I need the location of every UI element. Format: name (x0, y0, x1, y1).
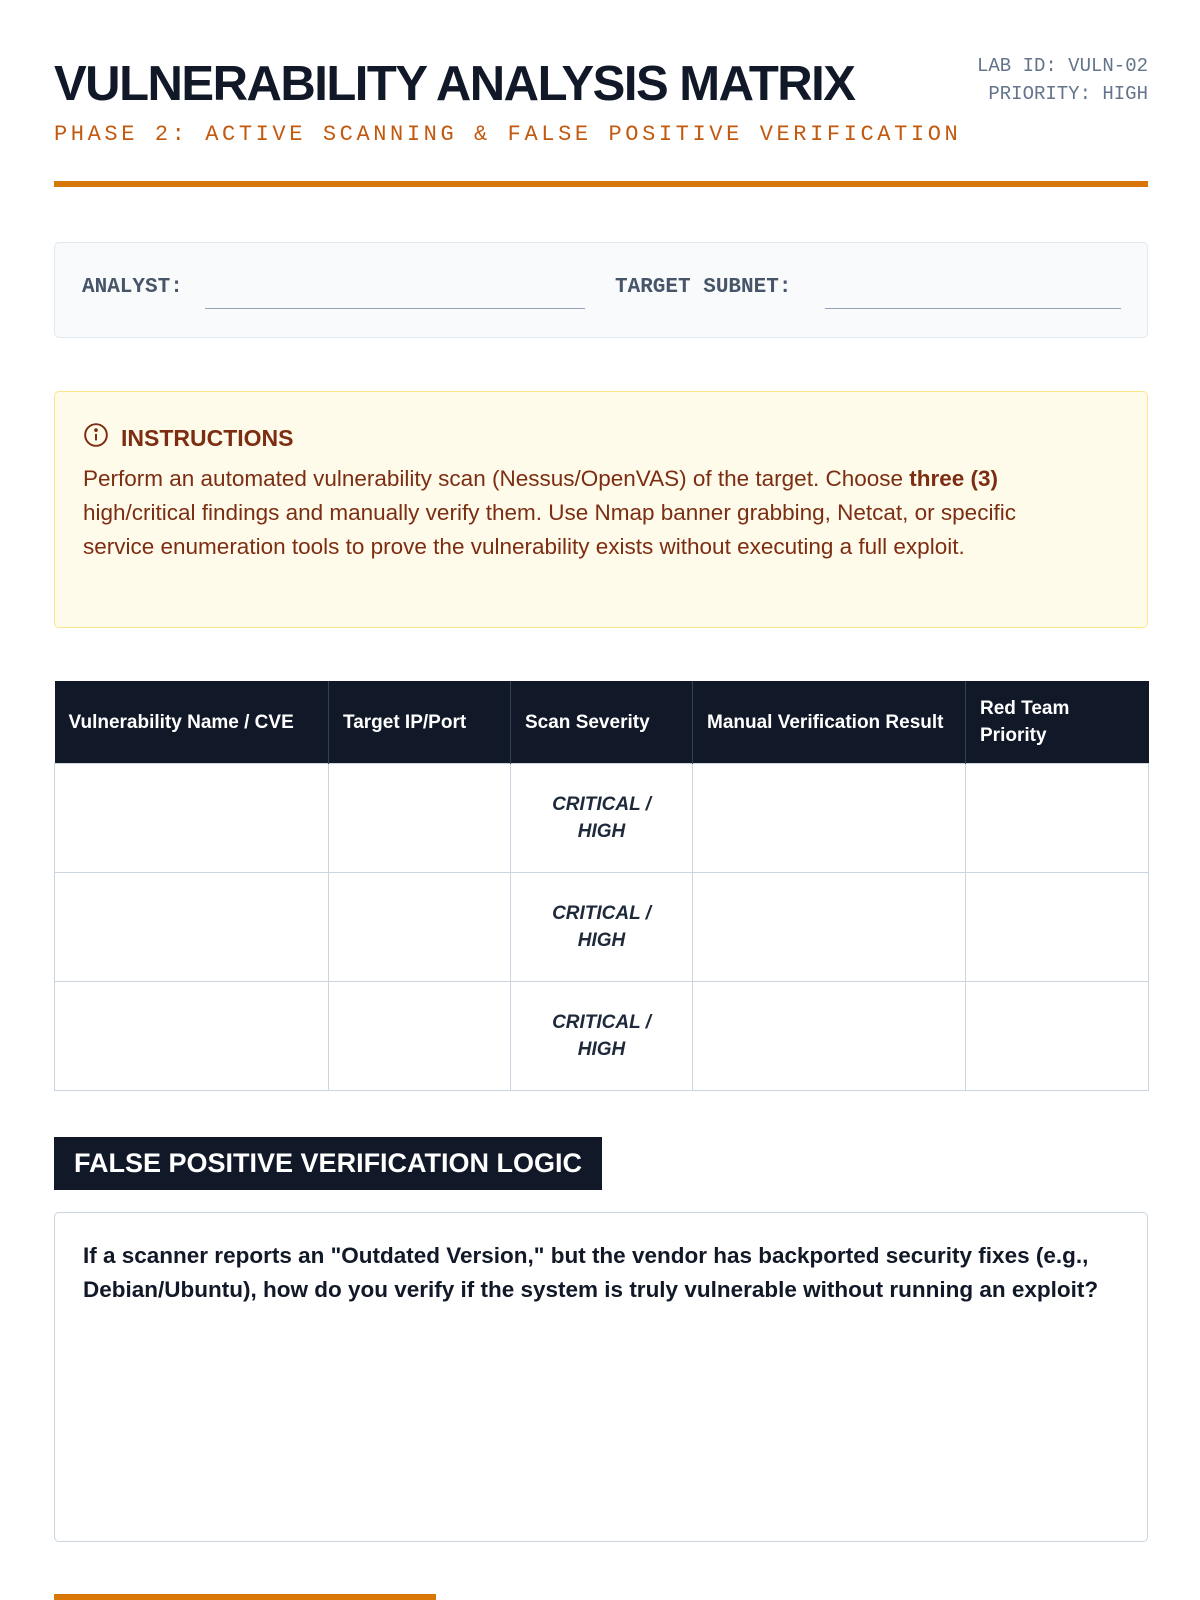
col-target: Target IP/Port (329, 681, 511, 764)
col-priority: Red Team Priority (966, 681, 1149, 764)
instructions-title: INSTRUCTIONS (121, 424, 294, 451)
vuln-name-cell[interactable] (55, 982, 329, 1091)
worksheet-page (54, 0, 1148, 1302)
vuln-name-cell[interactable] (55, 873, 329, 982)
table-header-row (55, 681, 1149, 764)
severity-cell: CRITICAL / HIGH (511, 764, 693, 873)
lab-meta (977, 52, 1148, 108)
verification-cell[interactable] (693, 982, 966, 1091)
instructions-text-1: Perform an automated vulnerability scan (Nessus/OpenVAS) of the target. Choose (83, 466, 910, 491)
instructions-text-2: high/critical findings and manually verify them. Use Nmap banner grabbing, Netcat, or specific service enumeration tools to prove the vulnerability exists without executing a full exploit. (83, 500, 1016, 559)
analyst-field[interactable] (205, 308, 585, 309)
header (54, 0, 1148, 190)
target-subnet-field[interactable] (825, 308, 1121, 309)
table-row (55, 764, 1149, 873)
target-cell[interactable] (329, 873, 511, 982)
col-vuln-name: Vulnerability Name / CVE (55, 681, 329, 764)
verification-cell[interactable] (693, 873, 966, 982)
analyst-label: ANALYST: (82, 276, 183, 299)
target-subnet-label: TARGET SUBNET: (615, 276, 792, 299)
priority-cell[interactable] (966, 873, 1149, 982)
priority: PRIORITY: HIGH (988, 83, 1148, 105)
col-severity: Scan Severity (511, 681, 693, 764)
table-row (55, 982, 1149, 1091)
lab-id: LAB ID: VULN-02 (976, 55, 1148, 77)
verification-cell[interactable] (693, 764, 966, 873)
instructions-heading (83, 422, 294, 454)
instructions-box (54, 391, 1148, 628)
footer-accent-bar (54, 1594, 436, 1600)
severity-cell: CRITICAL / HIGH (511, 873, 693, 982)
page-subtitle: PHASE 2: ACTIVE SCANNING & FALSE POSITIVE VERIFICATION (54, 122, 962, 147)
instructions-text-bold: three (3) (909, 466, 999, 491)
target-cell[interactable] (329, 982, 511, 1091)
severity-cell: CRITICAL / HIGH (511, 982, 693, 1091)
target-cell[interactable] (329, 764, 511, 873)
answer-box[interactable] (54, 1212, 1148, 1542)
header-divider (54, 181, 1148, 187)
question-text: If a scanner reports an "Outdated Version," but the vendor has backported security fixes (e.g., Debian/Ubuntu), how do you verify if the system is truly vulnerable without running an exploit? (83, 1243, 1099, 1302)
table-row (55, 873, 1149, 982)
info-circle-icon (83, 422, 109, 454)
instructions-text (83, 462, 1093, 564)
info-box (54, 242, 1148, 338)
priority-cell[interactable] (966, 982, 1149, 1091)
page-title: VULNERABILITY ANALYSIS MATRIX (54, 57, 855, 111)
vuln-name-cell[interactable] (55, 764, 329, 873)
col-verification: Manual Verification Result (693, 681, 966, 764)
priority-cell[interactable] (966, 764, 1149, 873)
vulnerability-table (54, 681, 1149, 1091)
section-heading: FALSE POSITIVE VERIFICATION LOGIC (54, 1137, 602, 1190)
